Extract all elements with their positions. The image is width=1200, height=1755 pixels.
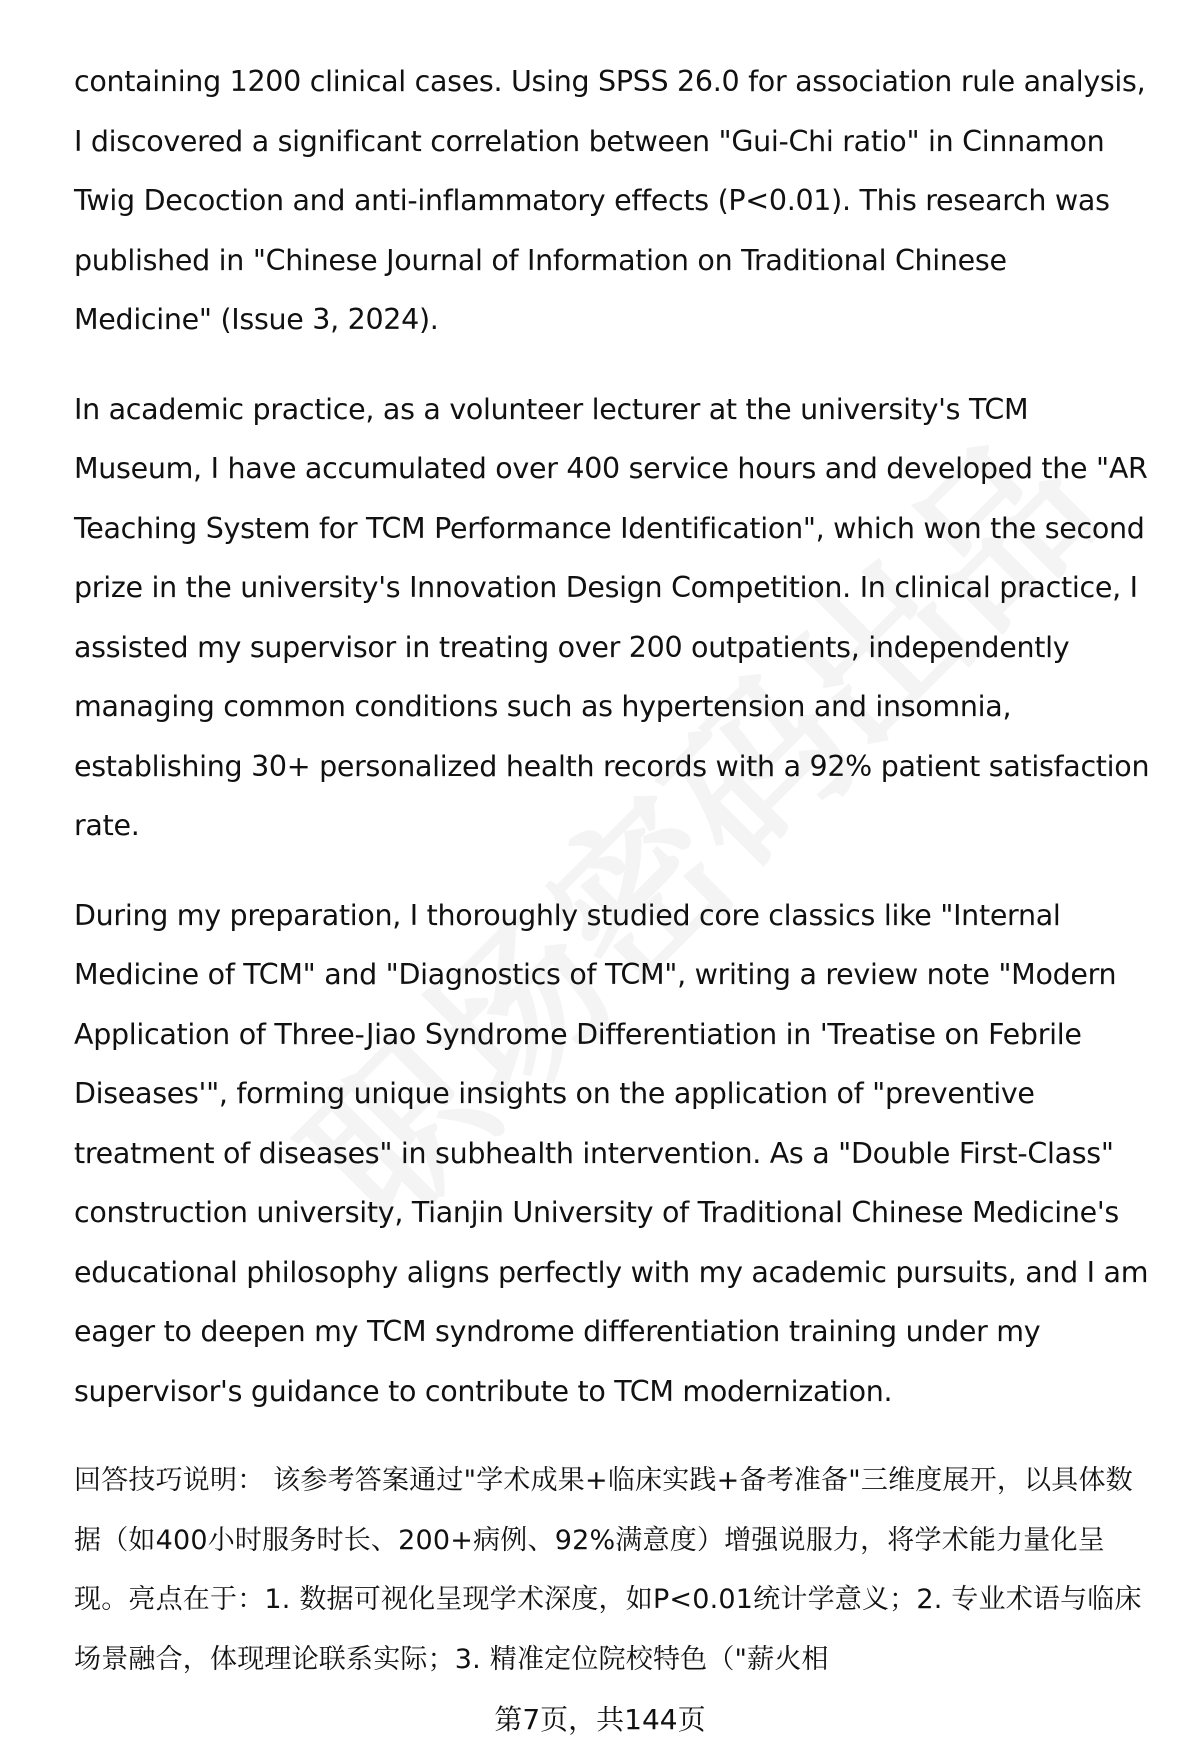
page-number-footer: 第7页，共144页 <box>494 1703 706 1736</box>
answer-tips-explanation: 回答技巧说明： 该参考答案通过"学术成果+临床实践+备考准备"三维度展开，以具体数据（如400小时服务时长、200+病例、92%满意度）增强说服力，将学术能力量化呈现。亮点在于：1. 数据可视化呈现学术深度，如P<0.01统计学意义；2. 专业术语与临床场景融合，体现理论联系实际；3. 精准定位院校特色（"薪火相 <box>74 1465 1142 1675</box>
body-paragraph-1: containing 1200 clinical cases. Using SPSS 26.0 for association rule analysis, I discovered a significant correlation between "Gui-Chi ratio" in Cinnamon Twig Decoction and anti-inflammatory effects (P<0.01). This research was published in "Chinese Journal of Information on Traditional Chinese Medicine" (Issue 3, 2024). <box>74 65 1146 336</box>
body-paragraph-2: In academic practice, as a volunteer lecturer at the university's TCM Museum, I have accumulated over 400 service hours and developed the "AR Teaching System for TCM Performance Identification", which won the second prize in the university's Innovation Design Competition. In clinical practice, I assisted my supervisor in treating over 200 outpatients, independently managing common conditions such as hypertension and insomnia, establishing 30+ personalized health records with a 92% patient satisfaction rate. <box>74 392 1150 842</box>
body-paragraph-3: During my preparation, I thoroughly studied core classics like "Internal Medicine of TCM" and "Diagnostics of TCM", writing a review note "Modern Application of Three-Jiao Syndrome Differentiation in 'Treatise on Febrile Diseases'", forming unique insights on the application of "preventive treatment of diseases" in subhealth intervention. As a "Double First-Class" construction university, Tianjin University of Traditional Chinese Medicine's educational philosophy aligns perfectly with my academic pursuits, and I am eager to deepen my TCM syndrome differentiation training under my supervisor's guidance to contribute to TCM modernization. <box>74 898 1149 1408</box>
